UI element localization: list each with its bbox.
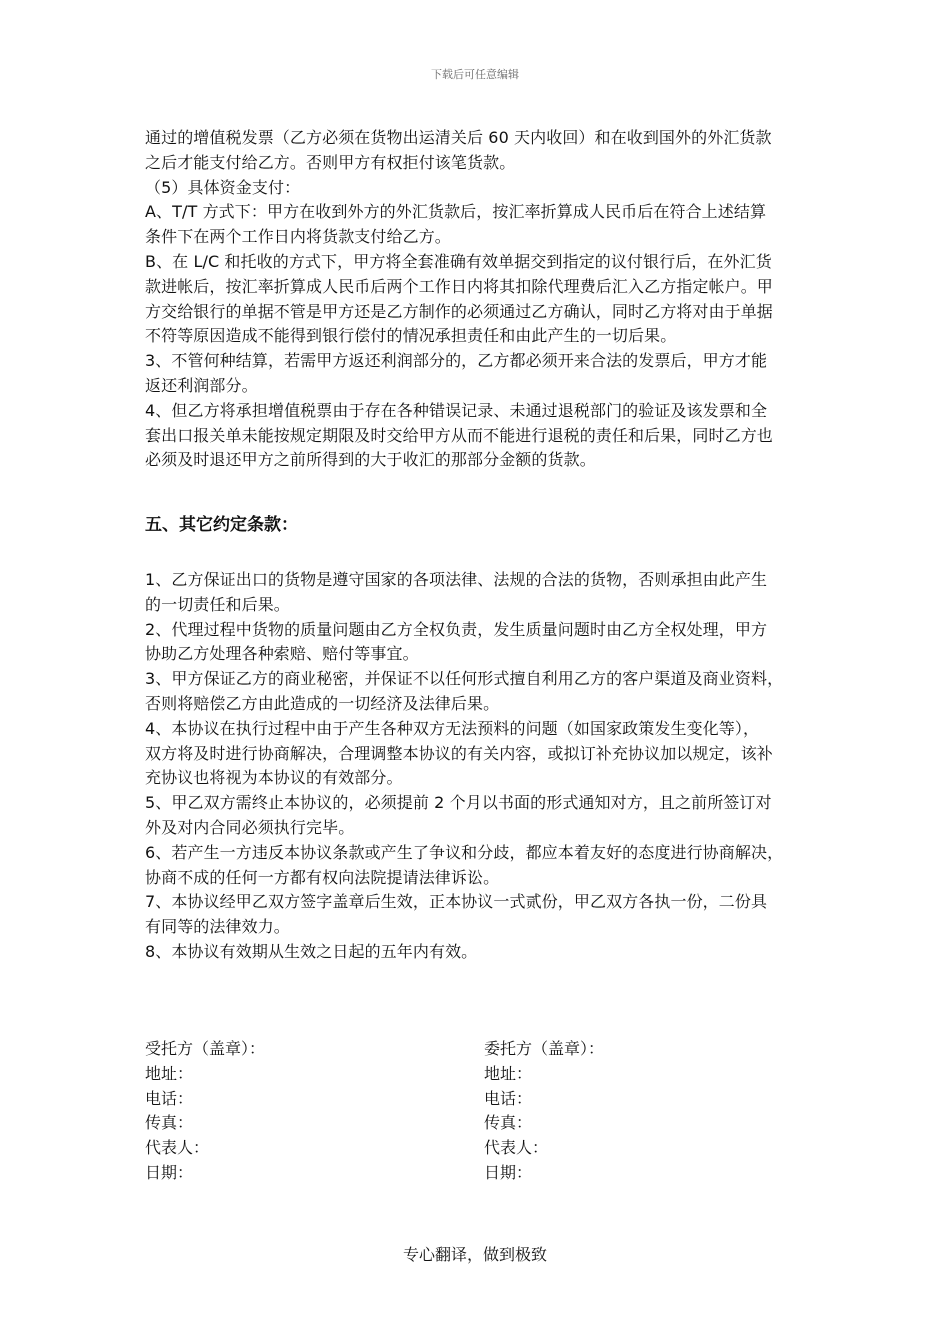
text-line: 的一切责任和后果。 — [145, 594, 290, 614]
text-line: 返还利润部分。 — [145, 375, 258, 395]
text-line: 充协议也将视为本协议的有效部分。 — [145, 768, 403, 788]
text-line: 否则将赔偿乙方由此造成的一切经济及法律后果。 — [145, 693, 500, 713]
text-line: 2、代理过程中货物的质量问题由乙方全权负责，发生质量问题时由乙方全权处理，甲方 — [145, 619, 768, 639]
trustee-seal-label: 受托方（盖章）： — [145, 1039, 266, 1058]
text-line: 款进帐后，按汇率折算成人民币后两个工作日内将其扣除代理费后汇入乙方指定帐户。甲 — [145, 276, 773, 296]
text-line: 协商不成的任何一方都有权向法院提请法律诉讼。 — [145, 867, 500, 887]
text-line: 8、本协议有效期从生效之日起的五年内有效。 — [145, 941, 478, 961]
other-clauses — [145, 568, 820, 965]
text-line: 4、但乙方将承担增值税票由于存在各种错误记录、未通过退税部门的验证及该发票和全 — [145, 400, 768, 420]
trustee-signature-block — [145, 1037, 265, 1186]
text-line: 1、乙方保证出口的货物是遵守国家的各项法律、法规的合法的货物，否则承担由此产生 — [145, 570, 768, 589]
text-line: 协助乙方处理各种索赔、赔付等事宜。 — [145, 644, 419, 664]
text-line: B、在 L/C 和托收的方式下，甲方将全套准确有效单据交到指定的议付银行后，在外汇货 — [145, 251, 772, 271]
page-footer: 专心翻译，做到极致 — [402, 1245, 547, 1264]
clause-paragraphs — [145, 568, 820, 965]
text-line: 通过的增值税发票（乙方必须在货物出运清关后 60 天内收回）和在收到国外的外汇货款 — [145, 128, 772, 147]
client-date-label: 日期： — [484, 1162, 533, 1182]
text-line: 4、本协议在执行过程中由于产生各种双方无法预料的问题（如国家政策发生变化等）， — [145, 718, 760, 738]
text-line: 双方将及时进行协商解决，合理调整本协议的有关内容，或拟订补充协议加以规定，该补 — [145, 743, 773, 763]
trustee-representative-label: 代表人： — [145, 1138, 210, 1158]
text-line: 3、甲方保证乙方的商业秘密，并保证不以任何形式擅自利用乙方的客户渠道及商业资料， — [145, 669, 784, 689]
text-line: 外及对内合同必须执行完毕。 — [145, 817, 355, 837]
text-line: 之后才能支付给乙方。否则甲方有权拒付该笔货款。 — [145, 152, 516, 172]
trustee-fax-label: 传真： — [145, 1113, 194, 1133]
text-line: 不符等原因造成不能得到银行偿付的情况承担责任和由此产生的一切后果。 — [145, 326, 677, 346]
page-header: 下载后可任意编辑 — [431, 68, 519, 81]
client-phone-label: 电话： — [484, 1088, 533, 1108]
text-line: 方交给银行的单据不管是甲方还是乙方制作的必须通过乙方确认，同时乙方将对由于单据 — [145, 301, 773, 321]
text-line: （5）具体资金支付： — [145, 177, 301, 197]
client-signature-block — [484, 1037, 604, 1186]
client-seal-label: 委托方（盖章）： — [484, 1039, 605, 1058]
text-line: 6、若产生一方违反本协议条款或产生了争议和分歧，都应本着友好的态度进行协商解决， — [145, 842, 784, 862]
client-fax-label: 传真： — [484, 1113, 533, 1133]
trustee-phone-label: 电话： — [145, 1088, 194, 1108]
text-line: 3、不管何种结算，若需甲方返还利润部分的，乙方都必须开来合法的发票后，甲方才能 — [145, 351, 768, 371]
client-representative-label: 代表人： — [484, 1138, 549, 1158]
text-line: 5、甲乙双方需终止本协议的，必须提前 2 个月以书面的形式通知对方，且之前所签订对 — [145, 793, 772, 813]
text-line: 套出口报关单未能按规定期限及时交给甲方从而不能进行退税的责任和后果，同时乙方也 — [145, 425, 773, 445]
client-address-label: 地址： — [484, 1063, 533, 1083]
text-line: 必须及时退还甲方之前所得到的大于收汇的那部分金额的货款。 — [145, 450, 596, 470]
section-heading: 五、其它约定条款： — [145, 515, 298, 535]
trustee-address-label: 地址： — [145, 1063, 194, 1083]
trustee-date-label: 日期： — [145, 1162, 194, 1182]
text-line: 有同等的法律效力。 — [145, 917, 290, 937]
text-line: A、T/T 方式下：甲方在收到外方的外汇货款后，按汇率折算成人民币后在符合上述结算 — [145, 202, 767, 222]
text-line: 条件下在两个工作日内将货款支付给乙方。 — [145, 227, 451, 247]
text-line: 7、本协议经甲乙双方签字盖章后生效，正本协议一式贰份，甲乙双方各执一份，二份具 — [145, 892, 768, 912]
settlement-paragraphs — [145, 126, 820, 473]
settlement-clauses — [145, 126, 820, 473]
